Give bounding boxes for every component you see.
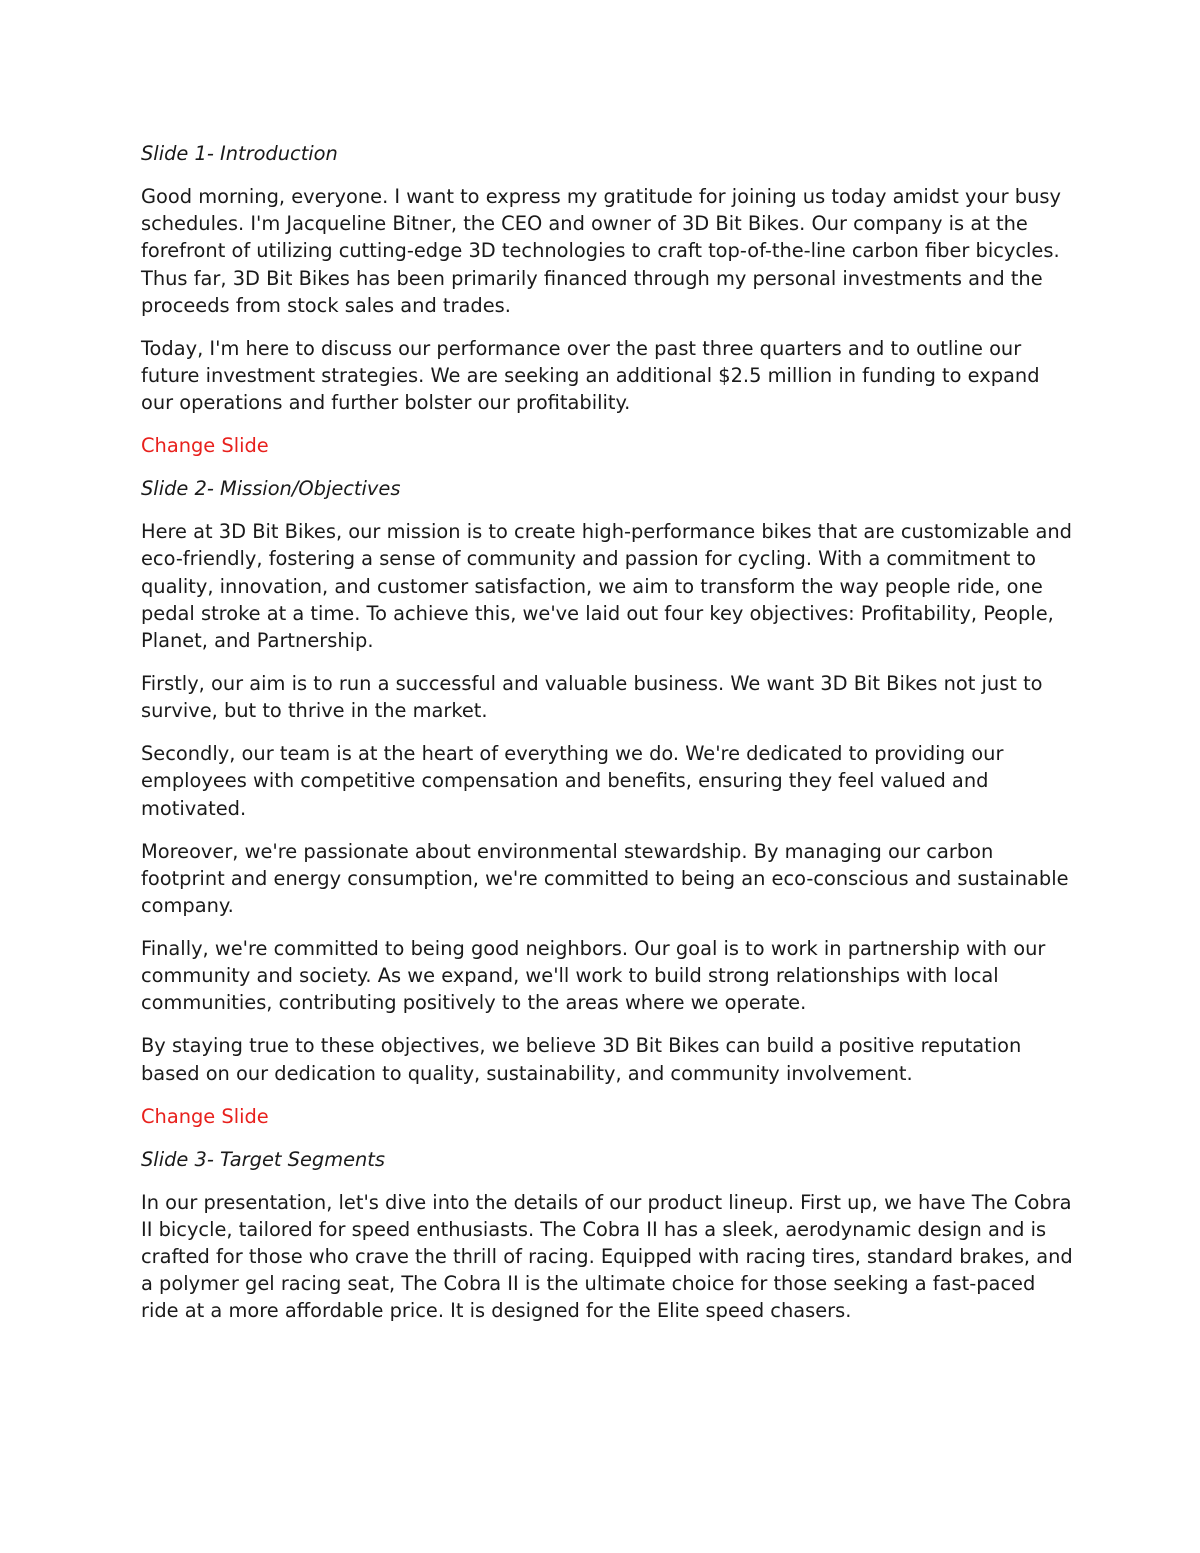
objective-planet-paragraph: Moreover, we're passionate about environmental stewardship. By managing our carbon footprint and energy consumption, we're committed to being an eco-conscious and sustainable company. bbox=[141, 839, 1069, 918]
slide-1-heading: Slide 1- Introduction bbox=[141, 142, 338, 165]
change-slide-cue-1: Change Slide bbox=[141, 434, 269, 458]
mission-paragraph: Here at 3D Bit Bikes, our mission is to create high-performance bikes that are customizable and eco-friendly, fostering a sense of community and passion for cycling. With a commitment to quality, innovation, and customer satisfaction, we aim to transform the way people ride, one pedal stroke at a time. To achieve this, we've laid out four key objectives: Profitability, People, Planet, and Partnership. bbox=[141, 520, 1072, 653]
objective-people-paragraph: Secondly, our team is at the heart of everything we do. We're dedicated to providing our employees with competitive compensation and benefits, ensuring they feel valued and motivated. bbox=[141, 742, 1004, 820]
slide-2-heading: Slide 2- Mission/Objectives bbox=[141, 477, 401, 501]
document-body bbox=[141, 140, 1076, 1340]
intro-paragraph-2: Today, I'm here to discuss our performance over the past three quarters and to outline our future investment strategies. We are seeking an additional $2.5 million in funding to expand our operations and further bolster our profitability. bbox=[141, 336, 1040, 415]
intro-paragraph-1: Good morning, everyone. I want to express my gratitude for joining us today amidst your busy schedules. I'm Jacqueline Bitner, the CEO and owner of 3D Bit Bikes. Our company is at the forefront of utilizing cutting-edge 3D technologies to craft top-of-the-line carbon fiber bicycles. Thus far, 3D Bit Bikes has been primarily financed through my personal investments and the proceeds from stock sales and trades. bbox=[141, 185, 1061, 317]
objectives-summary-paragraph: By staying true to these objectives, we believe 3D Bit Bikes can build a positive reputation based on our dedication to quality, sustainability, and community involvement. bbox=[141, 1034, 1022, 1085]
change-slide-cue-2: Change Slide bbox=[141, 1104, 269, 1128]
slide-3-heading: Slide 3- Target Segments bbox=[141, 1147, 386, 1171]
target-segments-paragraph: In our presentation, let's dive into the details of our product lineup. First up, we have The Cobra II bicycle, tailored for speed enthusiasts. The Cobra II has a sleek, aerodynamic design and is crafted for those who crave the thrill of racing. Equipped with racing tires, standard brakes, and a polymer gel racing seat, The Cobra II is the ultimate choice for those seeking a fast-paced ride at a more affordable price. It is designed for the Elite speed chasers. bbox=[141, 1190, 1073, 1323]
objective-profitability-paragraph: Firstly, our aim is to run a successful and valuable business. We want 3D Bit Bikes not just to survive, but to thrive in the market. bbox=[141, 672, 1043, 723]
objective-partnership-paragraph: Finally, we're committed to being good neighbors. Our goal is to work in partnership with our community and society. As we expand, we'll work to build strong relationships with local communities, contributing positively to the areas where we operate. bbox=[141, 937, 1046, 1015]
